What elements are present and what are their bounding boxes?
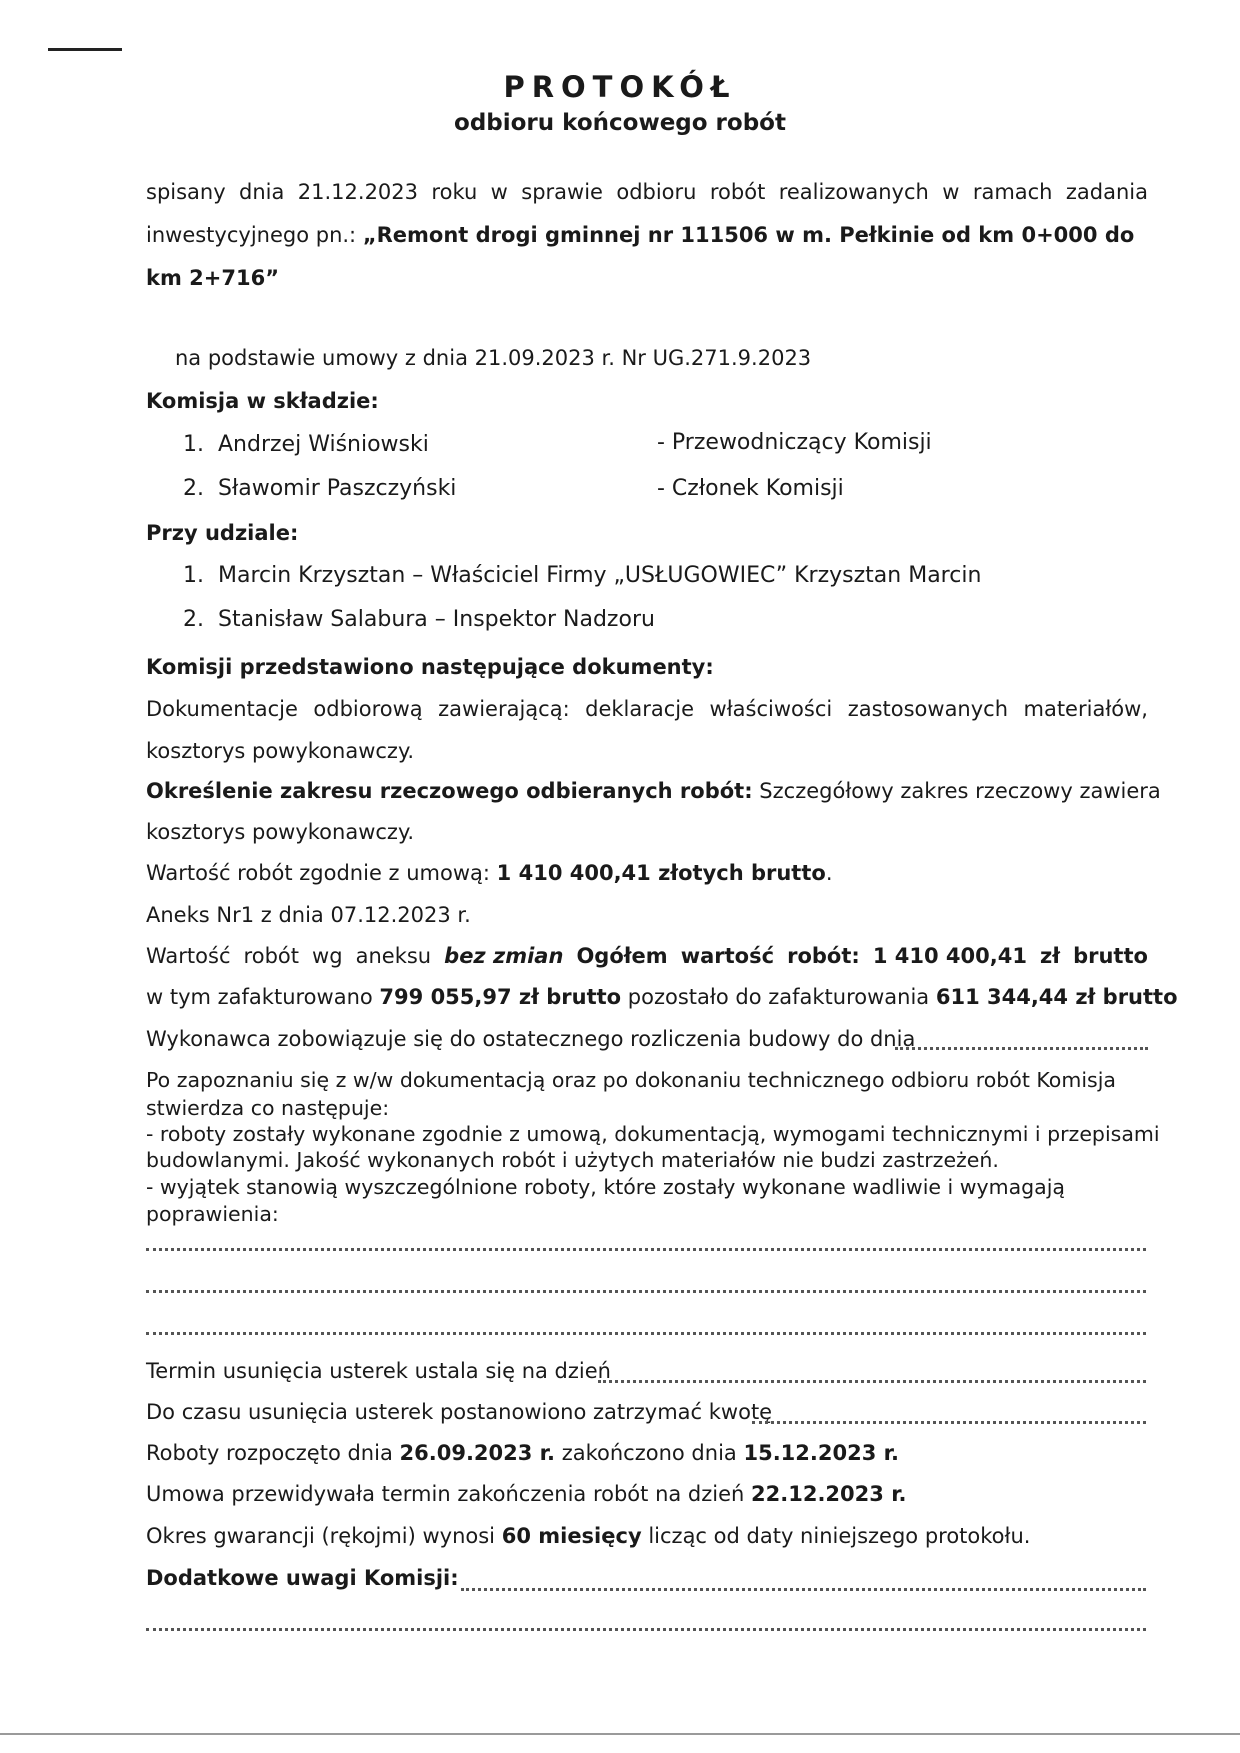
findings-line: Po zapoznaniu się z w/w dokumentacją oraz po dokonaniu technicznego odbioru robót Komisja	[146, 1068, 1116, 1092]
annex-value-line: Wartość robót wg aneksu bez zmian Ogółem wartość robót: 1 410 400,41 zł brutto	[146, 944, 1148, 968]
blank-dotted-line	[146, 1290, 1146, 1293]
defects-deadline-line: Termin usunięcia usterek ustala się na dzień	[146, 1359, 611, 1383]
participant-item: 2. Stanisław Salabura – Inspektor Nadzoru	[183, 607, 655, 632]
findings-line: poprawienia:	[146, 1202, 279, 1226]
documents-heading: Komisji przedstawiono następujące dokumenty:	[146, 655, 714, 679]
participant-item: 1. Marcin Krzysztan – Właściciel Firmy „USŁUGOWIEC” Krzysztan Marcin	[183, 563, 982, 588]
page-edge-line	[0, 1733, 1240, 1735]
commission-heading: Komisja w składzie:	[146, 389, 379, 413]
scope-line-1: Określenie zakresu rzeczowego odbieranych robót: Szczegółowy zakres rzeczowy zawiera	[146, 779, 1161, 803]
findings-line: budowlanymi. Jakość wykonanych robót i użytych materiałów nie budzi zastrzeżeń.	[146, 1148, 999, 1172]
findings-line: - wyjątek stanowią wyszczególnione roboty, które zostały wykonane wadliwie i wymagają	[146, 1175, 1065, 1199]
commission-member: 1. Andrzej Wiśniowski	[183, 432, 429, 457]
page-subtitle: odbioru końcowego robót	[454, 110, 786, 136]
contract-line: na podstawie umowy z dnia 21.09.2023 r. Nr UG.271.9.2023	[175, 346, 812, 370]
page-title: PROTOKÓŁ	[503, 70, 737, 104]
intro-line-2: inwestycyjnego pn.: „Remont drogi gminnej nr 111506 w m. Pełkinie od km 0+000 do	[146, 223, 1135, 247]
findings-line: stwierdza co następuje:	[146, 1096, 390, 1120]
task-name: „Remont drogi gminnej nr 111506 w m. Pełkinie od km 0+000 do	[362, 223, 1135, 247]
works-dates-line: Roboty rozpoczęto dnia 26.09.2023 r. zakończono dnia 15.12.2023 r.	[146, 1441, 899, 1465]
remarks-heading: Dodatkowe uwagi Komisji:	[146, 1566, 459, 1590]
invoiced-line: w tym zafakturowano 799 055,97 zł brutto pozostało do zafakturowania 611 344,44 zł brutto	[146, 985, 1178, 1009]
participants-heading: Przy udziale:	[146, 521, 299, 545]
settlement-dotted-line	[895, 1047, 1148, 1050]
documents-line-1: Dokumentacje odbiorową zawierającą: deklaracje właściwości zastosowanych materiałów,	[146, 697, 1148, 721]
defects-dotted-line	[598, 1380, 1146, 1383]
intro-line-3: km 2+716”	[146, 266, 280, 290]
retention-dotted-line	[752, 1421, 1146, 1424]
remarks-dotted-line	[461, 1588, 1146, 1591]
findings-line: - roboty zostały wykonane zgodnie z umową, dokumentacją, wymogami technicznymi i przepisami	[146, 1122, 1160, 1146]
contract-value: Wartość robót zgodnie z umową: 1 410 400,41 złotych brutto.	[146, 861, 833, 885]
documents-line-2: kosztorys powykonawczy.	[146, 739, 415, 763]
retention-line: Do czasu usunięcia usterek postanowiono zatrzymać kwotę	[146, 1400, 773, 1424]
commission-member: 2. Sławomir Paszczyński	[183, 476, 457, 501]
blank-dotted-line	[146, 1332, 1146, 1335]
scope-line-2: kosztorys powykonawczy.	[146, 820, 415, 844]
blank-dotted-line	[146, 1248, 1146, 1251]
commission-role: - Przewodniczący Komisji	[657, 430, 932, 455]
intro-line-1: spisany dnia 21.12.2023 roku w sprawie odbioru robót realizowanych w ramach zadania	[146, 180, 1148, 204]
settlement-line: Wykonawca zobowiązuje się do ostatecznego rozliczenia budowy do dnia	[146, 1027, 916, 1051]
remarks-dotted-line	[146, 1628, 1146, 1631]
planned-completion-line: Umowa przewidywała termin zakończenia robót na dzień 22.12.2023 r.	[146, 1482, 907, 1506]
commission-role: - Członek Komisji	[657, 476, 844, 501]
annex-line: Aneks Nr1 z dnia 07.12.2023 r.	[146, 903, 471, 927]
warranty-line: Okres gwarancji (rękojmi) wynosi 60 miesięcy licząc od daty niniejszego protokołu.	[146, 1524, 1031, 1548]
scan-mark	[48, 48, 122, 51]
